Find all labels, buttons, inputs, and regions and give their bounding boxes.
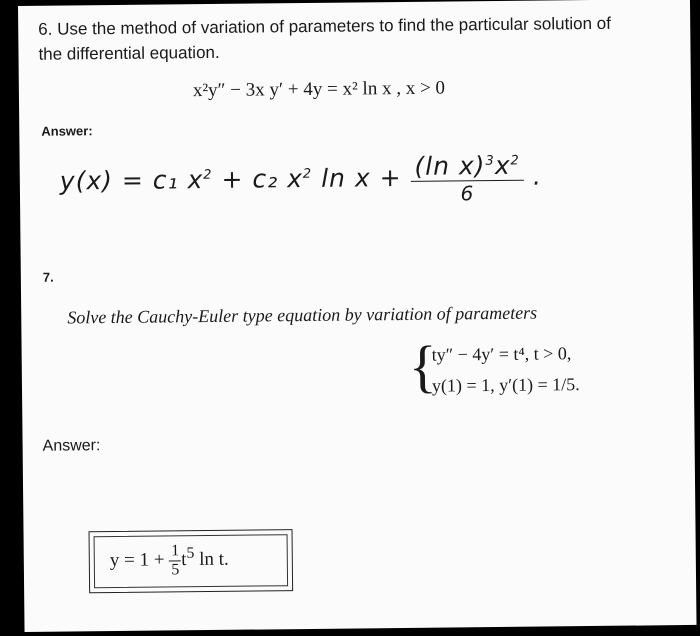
boxed-answer xyxy=(89,529,294,593)
system-brace: { xyxy=(408,333,437,399)
question-7-number: 7. xyxy=(42,269,54,285)
handwritten-fraction-numerator: (ln $x)^3x^2$ xyxy=(410,151,524,182)
boxed-fraction xyxy=(169,542,181,579)
boxed-t: t xyxy=(181,549,187,571)
handwritten-period: . xyxy=(532,161,542,191)
boxed-fraction-numerator: 1 xyxy=(169,542,181,561)
handwritten-fraction-denominator: 6 xyxy=(460,181,475,206)
question-7-prompt: Solve the Cauchy-Euler type equation by variation of parameters xyxy=(67,302,538,328)
handwritten-ln-term: ln x + xyxy=(312,162,402,193)
handwritten-mid: + c₂ x xyxy=(221,164,304,194)
handwritten-answer xyxy=(60,151,543,210)
handwritten-exponent-1: 2 xyxy=(203,167,213,183)
system-equation-line-1: ty″ − 4y′ = t⁴, t > 0, xyxy=(431,343,572,365)
question-6-line-1: 6. Use the method of variation of parameters to find the particular solution of xyxy=(38,13,611,39)
question-6-equation: x²y″ − 3x y′ + 4y = x² ln x , x > 0 xyxy=(192,77,446,102)
question-6-line-2: the differential equation. xyxy=(38,42,220,64)
boxed-ln-term: ln t. xyxy=(194,548,229,571)
question-7-answer-label: Answer: xyxy=(42,437,101,455)
system-equation-line-2: y(1) = 1, y′(1) = 1/5. xyxy=(431,374,580,396)
worksheet-page xyxy=(18,0,697,632)
handwritten-exponent-2: 2 xyxy=(302,166,313,182)
boxed-fraction-denominator: 5 xyxy=(171,561,180,579)
boxed-answer-equation xyxy=(110,542,229,580)
boxed-lhs: y = 1 + xyxy=(109,549,165,571)
boxed-exponent: 5 xyxy=(186,544,195,562)
question-6-answer-label: Answer: xyxy=(41,123,93,139)
handwritten-lhs: y(x) = c₁ x xyxy=(59,165,204,196)
handwritten-fraction xyxy=(410,151,524,206)
